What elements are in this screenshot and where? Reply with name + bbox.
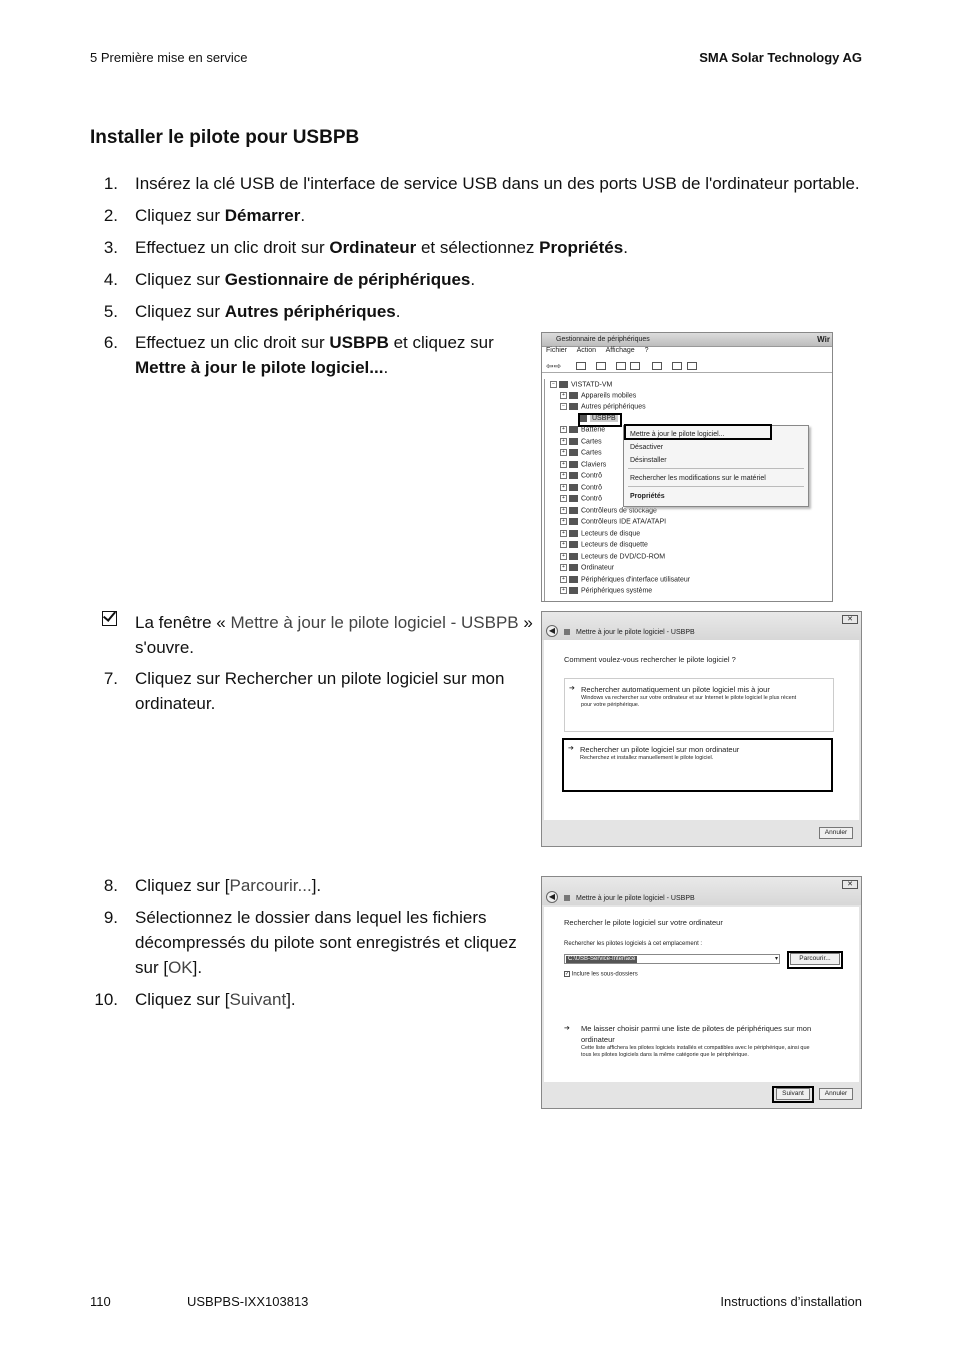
expand-icon[interactable]: + (560, 461, 567, 468)
text: Sélectionnez le dossier dans lequel les fichiers (135, 908, 487, 927)
question-text: Comment voulez-vous rechercher le pilote logiciel ? (564, 655, 736, 664)
device-icon (569, 449, 578, 456)
device-icon (564, 895, 570, 901)
tree-item[interactable] (560, 461, 606, 472)
page-title: Installer le pilote pour USBPB (90, 127, 360, 148)
tree-label: Cartes (581, 438, 602, 446)
tree-label: Lecteurs de disque (581, 530, 641, 538)
step-number: 8. (103, 876, 118, 895)
dialog-body (544, 907, 859, 1082)
option-desc: Cette liste affichera les pilotes logiciels installés et compatibles avec le périphérique, ainsi que (581, 1045, 810, 1051)
expand-icon[interactable]: + (560, 541, 567, 548)
tree-item[interactable] (560, 392, 636, 403)
tree-root[interactable] (550, 381, 612, 392)
tree-item[interactable] (560, 553, 665, 564)
option-desc: tous les pilotes logiciels dans la même catégorie que le périphérique. (581, 1052, 749, 1058)
step-text (135, 987, 296, 1012)
computer-icon (559, 381, 568, 388)
path-label: Rechercher les pilotes logiciels à cet emplacement : (564, 941, 703, 947)
step-text (135, 666, 504, 716)
tree-item[interactable] (560, 426, 605, 437)
tree-label: Cartes (581, 449, 602, 457)
device-icon (569, 576, 578, 583)
menu-item-disable[interactable]: Désactiver (630, 444, 664, 451)
device-icon (569, 472, 578, 479)
arrow-icon: ➔ (568, 745, 574, 752)
document-code: USBPBS-IXX103813 (187, 1294, 309, 1309)
expand-icon[interactable]: + (560, 392, 567, 399)
back-forward-icon[interactable]: ⇦⇨ (546, 361, 562, 371)
tree-item[interactable] (560, 472, 602, 483)
arrow-icon: ➔ (569, 685, 575, 692)
device-icon (569, 518, 578, 525)
step-text (135, 267, 475, 292)
checkbox-check-icon[interactable]: ✓ (565, 971, 570, 977)
device-icon (569, 403, 578, 410)
device-icon (569, 564, 578, 571)
device-manager-screenshot (541, 332, 833, 602)
tree-label: Batterie (581, 426, 606, 434)
tree-item[interactable] (560, 576, 690, 587)
step-number: 1. (103, 174, 118, 193)
company-header: SMA Solar Technology AG (699, 50, 862, 65)
option-title: ordinateur (581, 1035, 615, 1044)
menu-item-scan[interactable]: Rechercher les modifications sur le matériel (630, 475, 766, 482)
toolbar-update-icon[interactable] (630, 362, 640, 370)
text: . (470, 270, 476, 289)
step-text (135, 873, 321, 898)
device-icon (569, 587, 578, 594)
path-value: C:\USB-Service-Interface (568, 956, 636, 962)
result-line (90, 610, 533, 662)
text: ]. (311, 876, 322, 895)
path-input[interactable] (564, 954, 780, 964)
page-number: 110 (90, 1294, 111, 1309)
menu-item-uninstall[interactable]: Désinstaller (630, 457, 667, 464)
step-6 (90, 330, 530, 382)
step-number: 5. (103, 302, 118, 321)
text: Cliquez sur (135, 206, 225, 225)
window-name: Mettre à jour le pilote logiciel - USBPB (230, 613, 519, 632)
option-desc: Windows va rechercher sur votre ordinateur et sur Internet le pilote logiciel le plus récent (581, 695, 797, 701)
browse-button[interactable]: Parcourir... (790, 953, 840, 965)
option-desc: Recherchez et installez manuellement le pilote logiciel. (580, 755, 714, 761)
tree-label: VISTATD-VM (571, 381, 613, 389)
scroll-edge (544, 379, 548, 601)
tree-label: Lecteurs de disquette (581, 541, 648, 549)
device-icon (569, 530, 578, 537)
dropdown-arrow-icon[interactable]: ▾ (774, 956, 778, 962)
text: Cliquez sur Rechercher un pilote logiciel sur mon (135, 669, 505, 688)
arrow-icon: ➔ (564, 1025, 570, 1032)
device-icon (569, 426, 578, 433)
step-number: 7. (103, 669, 118, 688)
menu-divider (628, 468, 804, 469)
tree-item[interactable] (560, 484, 602, 495)
bold-term: USBPB (329, 333, 389, 352)
tree-label: Lecteurs de DVD/CD-ROM (581, 553, 666, 561)
expand-icon[interactable]: + (560, 518, 567, 525)
text: et sélectionnez (416, 238, 540, 257)
option-desc: pour votre périphérique. (581, 702, 640, 708)
title-bar (542, 877, 861, 905)
next-button-highlight (772, 1086, 814, 1103)
bold-term: Ordinateur (329, 238, 417, 257)
device-icon (569, 495, 578, 502)
tree-label: Contrôleurs IDE ATA/ATAPI (581, 518, 667, 526)
browse-button-highlight (787, 951, 843, 969)
window-title: Mettre à jour le pilote logiciel - USBPB (576, 629, 695, 636)
menu-item-properties[interactable]: Propriétés (630, 493, 665, 500)
toolbar-help-icon[interactable] (596, 362, 606, 370)
step-number: 3. (103, 238, 118, 257)
text: sur [ (135, 958, 169, 977)
step-text (135, 905, 517, 980)
text: » (518, 613, 533, 632)
usbpb-highlight (578, 413, 622, 427)
step-9 (90, 905, 530, 983)
back-arrow-icon[interactable]: ◀ (546, 891, 558, 903)
text: Effectuez un clic droit sur (135, 238, 330, 257)
bold-term: Gestionnaire de périphériques (224, 270, 471, 289)
option-title: Me laisser choisir parmi une liste de pilotes de périphériques sur mon (581, 1024, 812, 1033)
option-auto[interactable] (564, 678, 834, 732)
window-title: Gestionnaire de périphériques (556, 336, 650, 343)
toolbar-properties-icon[interactable] (616, 362, 626, 370)
text: . (383, 358, 389, 377)
tree-label: Autres périphériques (581, 403, 646, 411)
cancel-button[interactable]: Annuler (819, 827, 853, 839)
tree-item[interactable] (560, 438, 602, 449)
text: . (395, 302, 401, 321)
menu-bar (542, 347, 832, 359)
close-icon[interactable]: ✕ (842, 880, 858, 889)
device-icon (569, 461, 578, 468)
expand-icon[interactable]: + (560, 587, 567, 594)
device-icon (569, 541, 578, 548)
title-bar (542, 333, 832, 347)
tree-item[interactable] (560, 530, 640, 541)
text: . (300, 206, 306, 225)
expand-icon[interactable]: + (560, 472, 567, 479)
tree-label: Périphériques système (581, 587, 653, 595)
tree-label: USBPB (592, 415, 616, 423)
expand-icon[interactable]: + (560, 530, 567, 537)
device-icon (569, 438, 578, 445)
toolbar-disable-icon[interactable] (672, 362, 682, 370)
back-arrow-icon[interactable]: ◀ (546, 625, 558, 637)
tree-item[interactable] (560, 518, 666, 529)
menu-view[interactable]: Affichage (605, 347, 635, 354)
tree-item[interactable] (560, 507, 657, 518)
tree-label: Appareils mobiles (581, 392, 637, 400)
step-number: 6. (103, 333, 118, 352)
menu-help[interactable]: ? (644, 347, 649, 354)
bold-term: Démarrer (224, 206, 301, 225)
step-number: 10. (94, 990, 118, 1009)
device-icon (569, 484, 578, 491)
text: Effectuez un clic droit sur (135, 333, 330, 352)
text: Cliquez sur (135, 302, 225, 321)
expand-icon[interactable]: + (560, 576, 567, 583)
option-title: Rechercher automatiquement un pilote logiciel mis à jour (581, 685, 770, 694)
bold-term: Autres périphériques (224, 302, 396, 321)
menu-divider (628, 486, 804, 487)
result-text (135, 610, 533, 660)
tree-item[interactable] (560, 564, 614, 575)
collapse-icon[interactable]: − (550, 381, 557, 388)
step-text (135, 299, 401, 324)
bold-term: Mettre à jour le pilote logiciel... (135, 358, 384, 377)
tree-label: Ordinateur (581, 564, 615, 572)
toolbar-scan-icon[interactable] (652, 362, 662, 370)
menu-action[interactable]: Action (576, 347, 597, 354)
tree-label: Claviers (581, 461, 607, 469)
expand-icon[interactable]: + (560, 438, 567, 445)
text: et cliquez sur (388, 333, 494, 352)
button-name: OK (168, 958, 193, 977)
tree-item[interactable] (560, 587, 652, 598)
text: Cliquez sur [ (135, 990, 230, 1009)
text: ordinateur. (135, 694, 216, 713)
document-type: Instructions d’installation (720, 1294, 862, 1309)
option-pick-list[interactable] (564, 1023, 844, 1063)
option-title: Rechercher un pilote logiciel sur mon ordinateur (580, 745, 740, 754)
step-number: 9. (103, 908, 118, 927)
browse-option-highlight (562, 738, 833, 792)
step-text: Insérez la clé USB de l'interface de service USB dans un des ports USB de l'ordinateur portable. (135, 174, 860, 193)
cancel-button[interactable]: Annuler (819, 1088, 853, 1100)
expand-icon[interactable]: + (560, 553, 567, 560)
update-driver-screenshot (541, 611, 862, 847)
expand-icon[interactable]: + (560, 449, 567, 456)
toolbar-uninstall-icon[interactable] (687, 362, 697, 370)
update-driver-highlight (624, 424, 772, 440)
tree-label: Contrô (581, 495, 603, 503)
menu-item-update-driver[interactable]: Mettre à jour le pilote logiciel... (630, 431, 725, 438)
text: La fenêtre « (135, 613, 231, 632)
dialog-body (544, 640, 859, 820)
expand-icon[interactable]: + (560, 426, 567, 433)
device-icon (564, 629, 570, 635)
toolbar-view-icon[interactable] (576, 362, 586, 370)
step-number: 4. (103, 270, 118, 289)
window-title: Mettre à jour le pilote logiciel - USBPB (576, 895, 695, 902)
expand-icon[interactable]: + (560, 507, 567, 514)
menu-file[interactable]: Fichier (546, 347, 568, 354)
step-7 (90, 666, 530, 718)
text: Cliquez sur [ (135, 876, 230, 895)
tree-label: Contrô (581, 472, 603, 480)
button-name: Parcourir... (229, 876, 312, 895)
title-bar (542, 612, 861, 640)
step-number: 2. (103, 206, 118, 225)
checkmark-icon (102, 611, 117, 626)
expand-icon[interactable]: + (560, 484, 567, 491)
tree-label: Périphériques d'interface utilisateur (581, 576, 691, 584)
collapse-icon[interactable]: − (560, 403, 567, 410)
tree-item[interactable] (560, 495, 602, 506)
expand-icon[interactable]: + (560, 564, 567, 571)
button-name: Suivant (229, 990, 287, 1009)
tree-label: Contrô (581, 484, 603, 492)
close-icon[interactable]: ✕ (842, 615, 858, 624)
step-text (135, 330, 494, 380)
text: Cliquez sur (135, 270, 225, 289)
browse-driver-screenshot (541, 876, 862, 1109)
text: ]. (192, 958, 203, 977)
device-icon (569, 392, 578, 399)
tree-item[interactable] (560, 449, 602, 460)
text: décompressés du pilote sont enregistrés et cliquez (135, 933, 517, 952)
device-icon (569, 553, 578, 560)
step-text (135, 203, 305, 228)
bold-term: Propriétés (539, 238, 624, 257)
tree-label: Contrôleurs de stockage (581, 507, 657, 515)
text: s'ouvre. (135, 638, 194, 657)
text: . (623, 238, 628, 257)
tree-item[interactable] (560, 541, 648, 552)
toolbar (542, 359, 832, 373)
step-text (135, 235, 628, 260)
subfolders-checkbox[interactable] (564, 971, 638, 978)
text: ]. (286, 990, 296, 1009)
section-header: 5 Première mise en service (90, 50, 248, 65)
next-button[interactable]: Suivant (776, 1088, 810, 1100)
dialog-heading: Rechercher le pilote logiciel sur votre ordinateur (564, 918, 723, 927)
window-label: Wir (817, 335, 830, 344)
device-icon (569, 507, 578, 514)
checkbox-label: Inclure les sous-dossiers (571, 971, 638, 978)
expand-icon[interactable]: + (560, 495, 567, 502)
